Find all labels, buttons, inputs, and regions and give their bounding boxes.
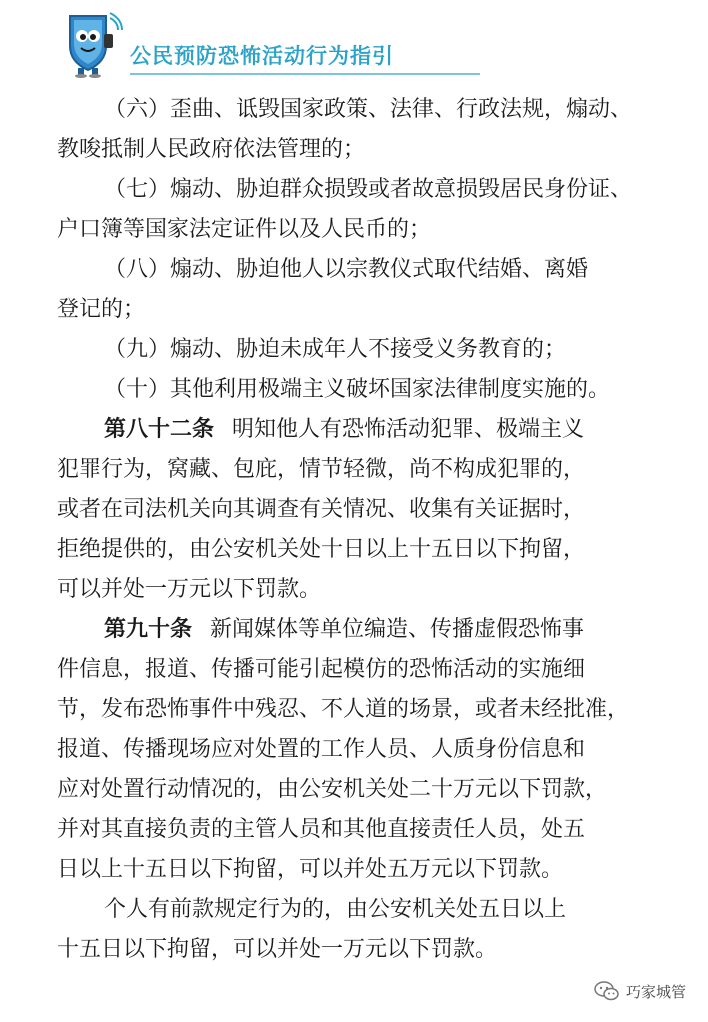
text-line: （九）煽动、胁迫未成年人不接受义务教育的； — [104, 337, 567, 362]
text-line: 个人有前款规定行为的，由公安机关处五日以上 — [104, 897, 567, 922]
paragraph-item-7 — [57, 170, 657, 250]
text-line: 可以并处一万元以下罚款。 — [57, 577, 322, 602]
source-watermark — [594, 978, 686, 1004]
article-text: 明知他人有恐怖活动犯罪、极端主义 — [232, 417, 585, 442]
text-line: 并对其直接负责的主管人员和其他直接责任人员，处五 — [57, 817, 586, 842]
shield-mascot-icon — [60, 10, 124, 78]
text-line — [57, 410, 657, 450]
text-line: （八）煽动、胁迫他人以宗教仪式取代结婚、离婚 — [104, 257, 589, 282]
text-line: 教唆抵制人民政府依法管理的； — [57, 137, 366, 162]
document-body — [57, 90, 657, 970]
article-90 — [57, 610, 657, 890]
text-line: 报道、传播现场应对处置的工作人员、人质身份信息和 — [57, 737, 586, 762]
text-line: 节，发布恐怖事件中残忍、不人道的场景，或者未经批准， — [57, 697, 630, 722]
page-header — [60, 10, 480, 80]
text-line: 日以上十五日以下拘留，可以并处五万元以下罚款。 — [57, 857, 564, 882]
paragraph-item-10 — [57, 370, 657, 410]
article-text: 新闻媒体等单位编造、传播虚假恐怖事 — [210, 617, 585, 642]
text-line: 拒绝提供的，由公安机关处十日以上十五日以下拘留， — [57, 537, 586, 562]
text-line: （六）歪曲、诋毁国家政策、法律、行政法规，煽动、 — [104, 97, 633, 122]
paragraph-item-6 — [57, 90, 657, 170]
wechat-icon — [594, 980, 620, 1002]
text-line: 应对处置行动情况的，由公安机关处二十万元以下罚款， — [57, 777, 608, 802]
text-line: 登记的； — [57, 297, 146, 322]
header-title: 公民预防恐怖活动行为指引 — [130, 44, 394, 68]
article-82 — [57, 410, 657, 610]
header-divider — [130, 73, 480, 75]
text-line: 犯罪行为，窝藏、包庇，情节轻微，尚不构成犯罪的， — [57, 457, 586, 482]
text-line: 户口簿等国家法定证件以及人民币的； — [57, 217, 432, 242]
text-line — [57, 610, 657, 650]
article-number: 第九十条 — [104, 617, 193, 642]
paragraph-individual — [57, 890, 657, 970]
article-number: 第八十二条 — [104, 417, 215, 442]
text-line: （十）其他利用极端主义破坏国家法律制度实施的。 — [104, 377, 611, 402]
text-line: 十五日以下拘留，可以并处一万元以下罚款。 — [57, 937, 498, 962]
text-line: 件信息，报道、传播可能引起模仿的恐怖活动的实施细 — [57, 657, 586, 682]
watermark-text: 巧家城管 — [625, 982, 686, 1001]
paragraph-item-8 — [57, 250, 657, 330]
text-line: （七）煽动、胁迫群众损毁或者故意损毁居民身份证、 — [104, 177, 633, 202]
text-line: 或者在司法机关向其调查有关情况、收集有关证据时， — [57, 497, 586, 522]
paragraph-item-9 — [57, 330, 657, 370]
